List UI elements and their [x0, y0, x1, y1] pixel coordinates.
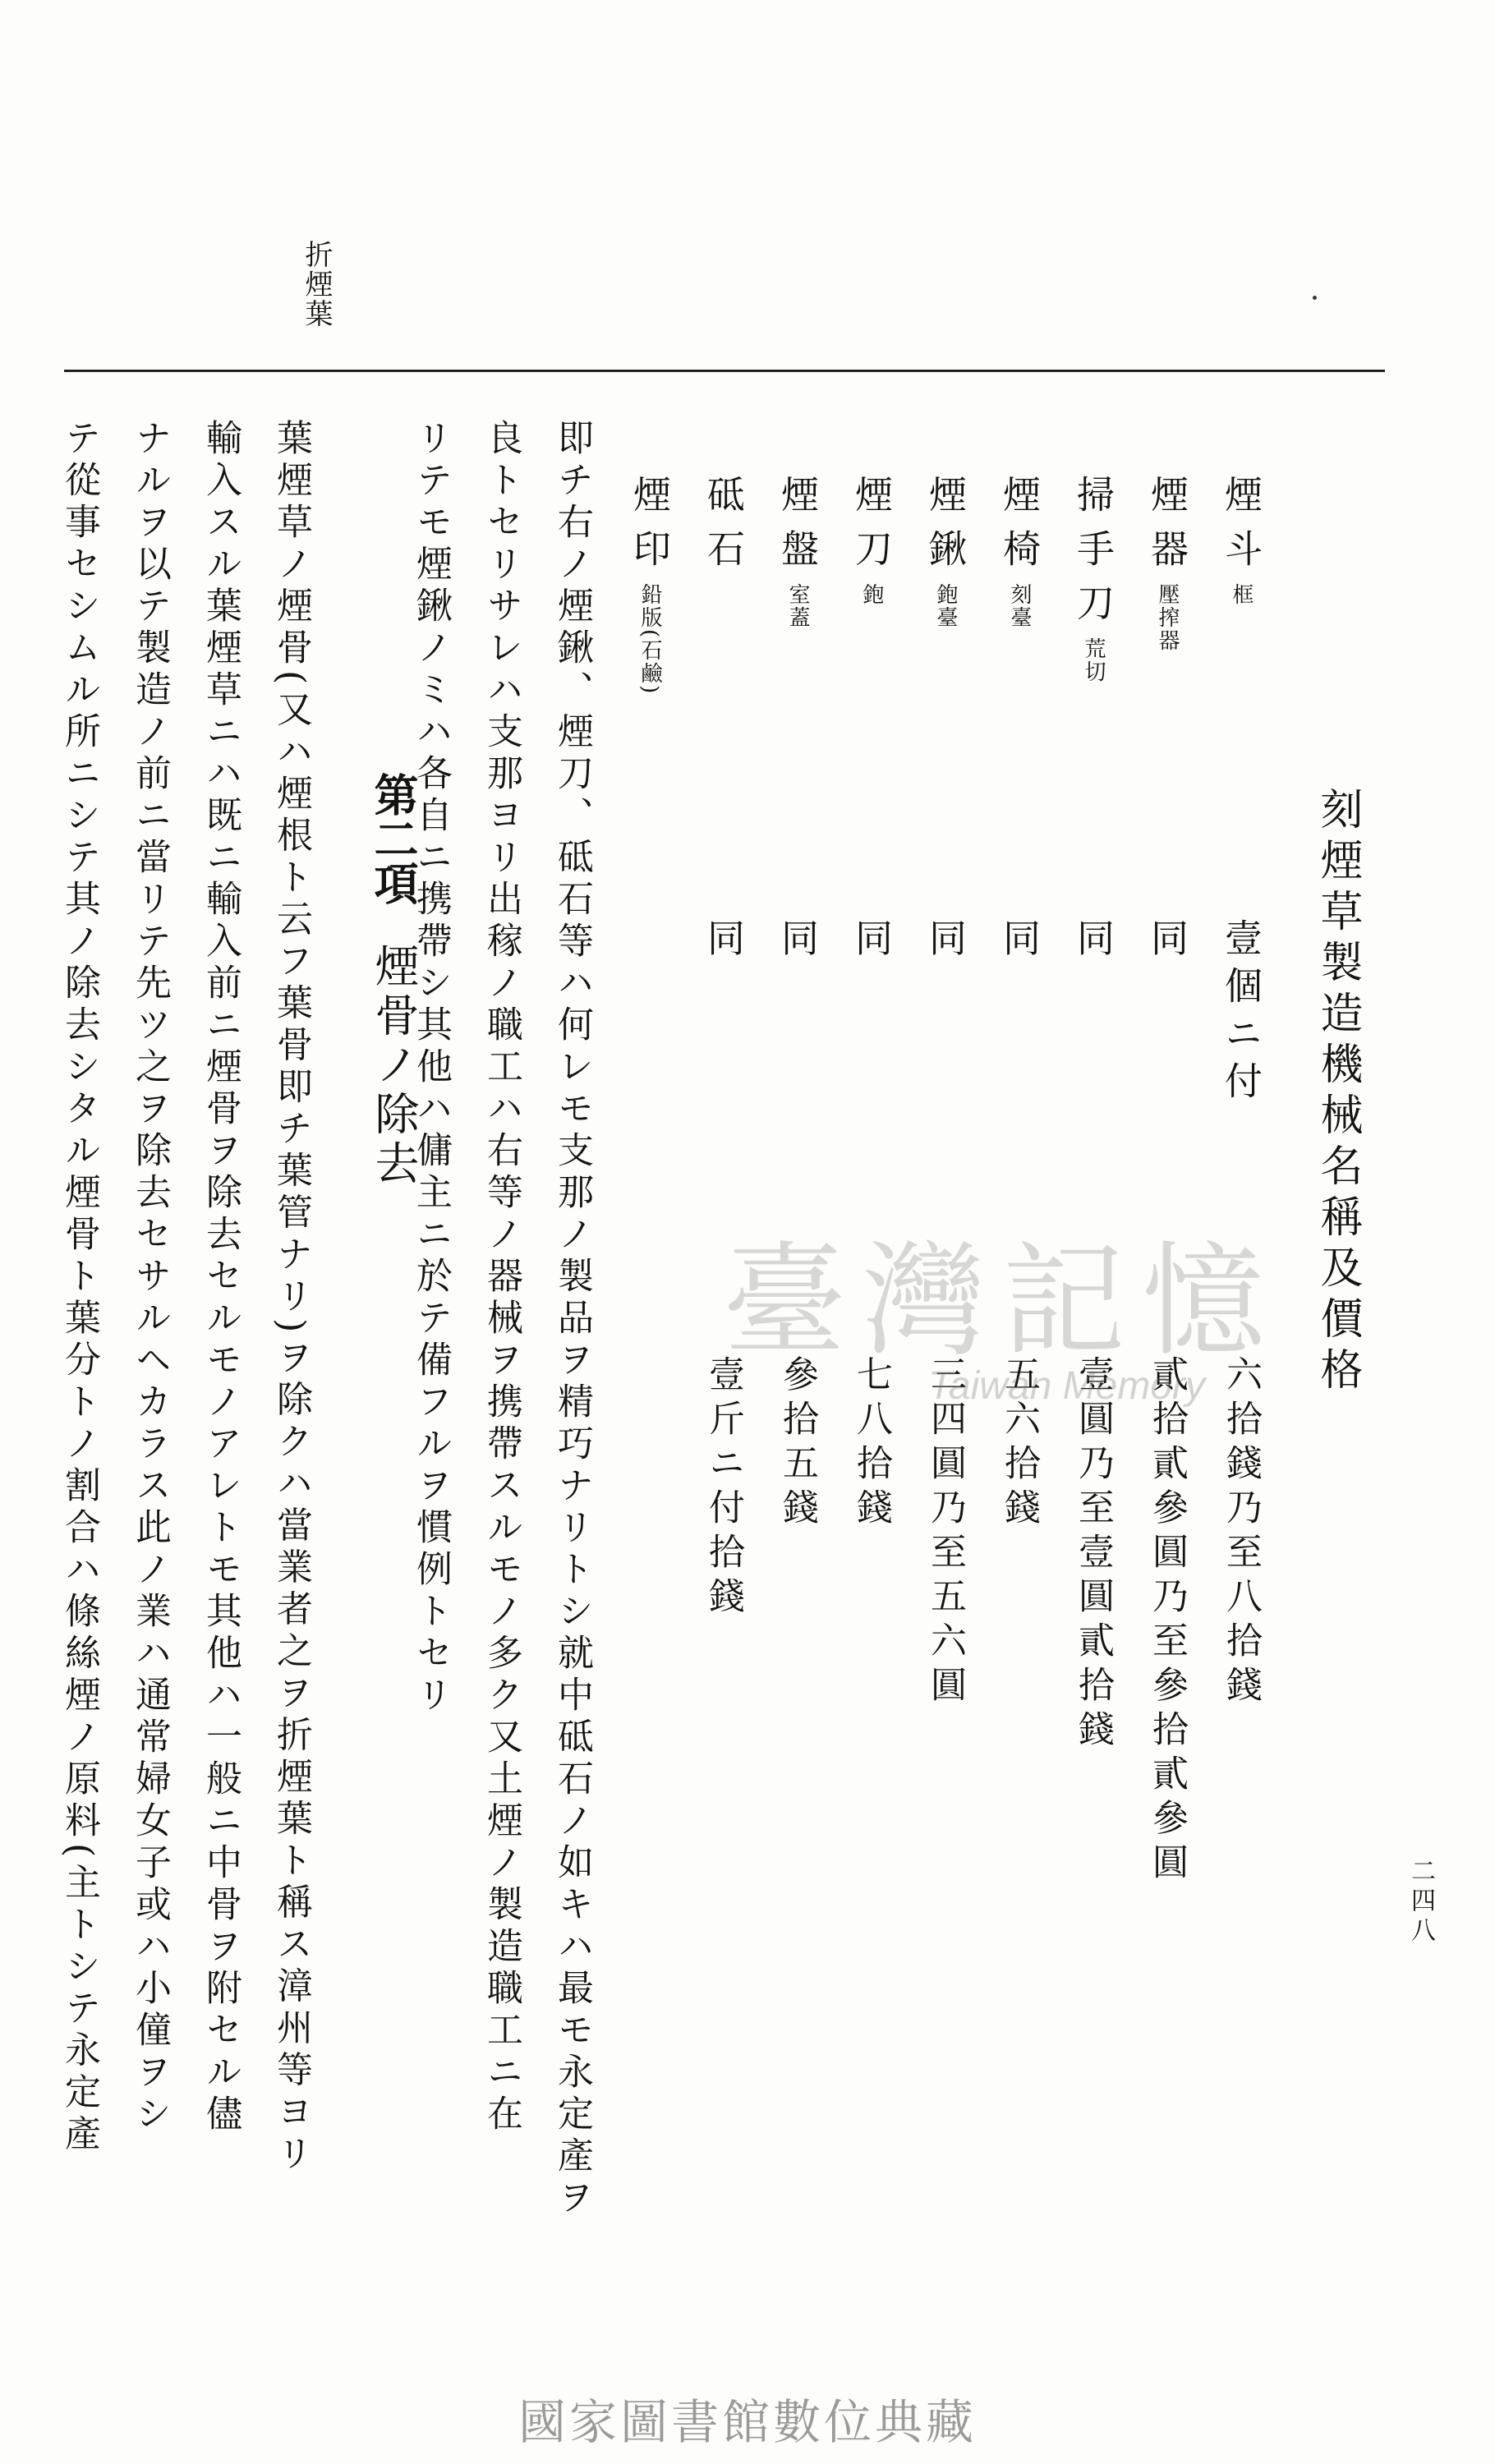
item-name: 煙印鉛版(石鹼) — [628, 475, 672, 696]
item-note: 刻臺 — [1007, 583, 1032, 629]
header-rule — [64, 370, 1385, 372]
item-note: 荒切 — [1081, 637, 1106, 683]
item-price: 壹圓乃至壹圓貳拾錢 — [1072, 1355, 1114, 1754]
stray-dot — [1313, 296, 1317, 300]
paragraph-line: テ從事セシムル所ニシテ其ノ除去シタル煙骨ト葉分トノ割合ハ條絲煙ノ原料(主トシテ永定產 — [58, 419, 100, 2157]
item-name: 掃手刀荒切 — [1071, 475, 1116, 683]
item-note: 室蓋 — [785, 583, 810, 629]
paragraph-line: 良トセリサレハ支那ヨリ出稼ノ職工ハ右等ノ器械ヲ携帶スルモノ多ク又土煙ノ製造職工ニ在 — [481, 419, 522, 2136]
item-price: 參拾五錢 — [776, 1355, 818, 1533]
item-name: 煙盤室蓋 — [775, 475, 820, 629]
section-heading — [367, 772, 420, 1189]
running-head: 折煙葉 — [300, 240, 333, 329]
section-title: 煙骨ノ除去 — [368, 943, 420, 1189]
item-note: 鉛版(石鹼) — [637, 583, 662, 696]
item-note: 框 — [1229, 583, 1254, 606]
footer-collection-label: 國家圖書館數位典藏 — [518, 2394, 977, 2450]
paragraph-line: ナルヲ以テ製造ノ前ニ當リテ先ツ之ヲ除去セサルヘカラス此ノ業ハ通常婦女子或ハ小僮ヲシ — [129, 419, 171, 2136]
paragraph-line: 葉煙草ノ煙骨(又ハ煙根ト云フ葉骨即チ葉管ナリ)ヲ除クハ當業者之ヲ折煙葉ト稱ス漳州等ヨリ — [270, 419, 312, 2177]
table-row — [1145, 475, 1217, 1920]
page-number: 二四八 — [1406, 1858, 1435, 1947]
table-row — [1219, 475, 1291, 1920]
table-row — [775, 475, 848, 1920]
item-note: 壓搾器 — [1155, 583, 1180, 652]
item-name: 煙椅刻臺 — [997, 475, 1042, 629]
item-price: 貳拾貳參圓乃至參拾貳參圓 — [1146, 1355, 1188, 1887]
paragraph-line: リテモ煙鍬ノミハ各自ニ携帶シ其他ハ傭主ニ於テ備フルヲ慣例トセリ — [410, 419, 452, 1717]
paragraph-line: 輸入スル葉煙草ニハ既ニ輸入前ニ煙骨ヲ除去セルモノアレトモ其他ハ一般ニ中骨ヲ附セル儘 — [200, 419, 242, 2136]
table-title: 刻煙草製造機械名稱及價格 — [1313, 787, 1362, 1398]
table-row — [702, 475, 774, 1920]
item-unit: 同 — [775, 918, 820, 966]
item-name: 煙刀鉋 — [849, 475, 894, 606]
item-price: 六拾錢乃至八拾錢 — [1220, 1355, 1262, 1710]
item-note: 鉋臺 — [933, 583, 958, 629]
item-price: 七八拾錢 — [850, 1355, 892, 1533]
item-unit: 同 — [1071, 918, 1116, 966]
item-unit: 同 — [997, 918, 1042, 966]
item-note: 鉋 — [859, 583, 884, 606]
item-unit: 壹個ニ付 — [1219, 918, 1263, 1109]
item-price: 三四圓乃至五六圓 — [924, 1355, 966, 1710]
table-row — [923, 475, 996, 1920]
item-name: 煙鍬鉋臺 — [923, 475, 968, 629]
table-row — [849, 475, 922, 1920]
watermark-english: Taiwan Memory — [928, 1364, 1206, 1408]
item-unit: 同 — [1145, 918, 1189, 966]
item-name: 煙器壓搾器 — [1145, 475, 1189, 652]
table-row — [1071, 475, 1143, 1920]
item-price: 壹斤ニ付拾錢 — [702, 1355, 744, 1621]
item-name: 煙斗框 — [1219, 475, 1263, 606]
watermark-chinese: 臺灣記憶 — [723, 1230, 1282, 1373]
item-name: 砥石 — [702, 475, 746, 583]
table-row — [628, 475, 700, 1920]
item-price: 五六拾錢 — [998, 1355, 1040, 1533]
item-unit: 同 — [702, 918, 746, 966]
paragraph-line: 即チ右ノ煙鍬、煙刀、砥石等ハ何レモ支那ノ製品ヲ精巧ナリトシ就中砥石ノ如キハ最モ永定產ヲ — [551, 419, 593, 2220]
table-row — [997, 475, 1070, 1920]
section-number: 第二項 — [367, 772, 420, 905]
item-unit: 同 — [923, 918, 968, 966]
item-unit: 同 — [849, 918, 894, 966]
